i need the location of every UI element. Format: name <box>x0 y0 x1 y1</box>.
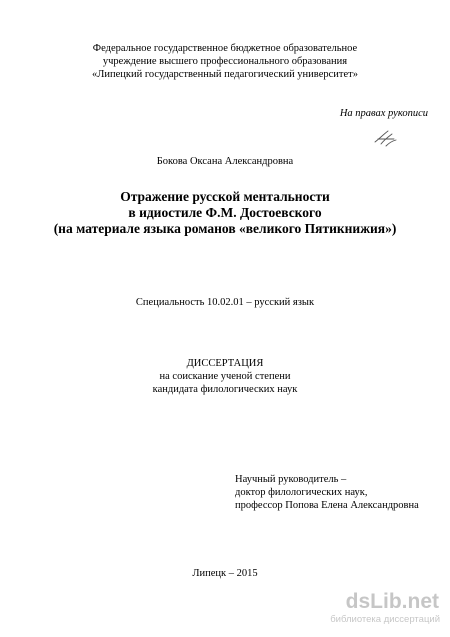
rights-notice: На правах рукописи <box>339 108 428 119</box>
supervisor-block <box>235 473 419 512</box>
title-line: в идиостиле Ф.М. Достоевского <box>128 205 322 220</box>
institution-line: учреждение высшего профессионального образования <box>102 56 348 67</box>
dslib-logo-icon <box>318 587 440 613</box>
supervisor-line: профессор Попова Елена Александровна <box>235 500 419 511</box>
watermark-logo-text: dsLib.net <box>345 590 439 613</box>
degree-block <box>0 357 450 396</box>
watermark <box>318 587 440 631</box>
institution-line: Федеральное государственное бюджетное образовательное <box>92 43 358 54</box>
title-line: (на материале языка романов «великого Пятикнижия») <box>53 221 397 236</box>
supervisor-line: доктор филологических наук, <box>235 487 368 498</box>
degree-line: кандидата филологических наук <box>152 384 298 395</box>
author-name: Бокова Оксана Александровна <box>156 156 294 167</box>
signature-icon <box>372 128 398 148</box>
institution-header <box>0 42 450 81</box>
institution-line: «Липецкий государственный педагогический университет» <box>92 69 358 80</box>
dissertation-title <box>0 189 450 237</box>
specialty: Специальность 10.02.01 – русский язык <box>135 297 315 308</box>
title-line: Отражение русской ментальности <box>120 189 330 204</box>
supervisor-line: Научный руководитель – <box>235 474 347 485</box>
degree-line: ДИССЕРТАЦИЯ <box>186 358 264 369</box>
watermark-caption: библиотека диссертаций <box>330 614 440 625</box>
city-year: Липецк – 2015 <box>192 568 258 579</box>
degree-line: на соискание ученой степени <box>159 371 291 382</box>
